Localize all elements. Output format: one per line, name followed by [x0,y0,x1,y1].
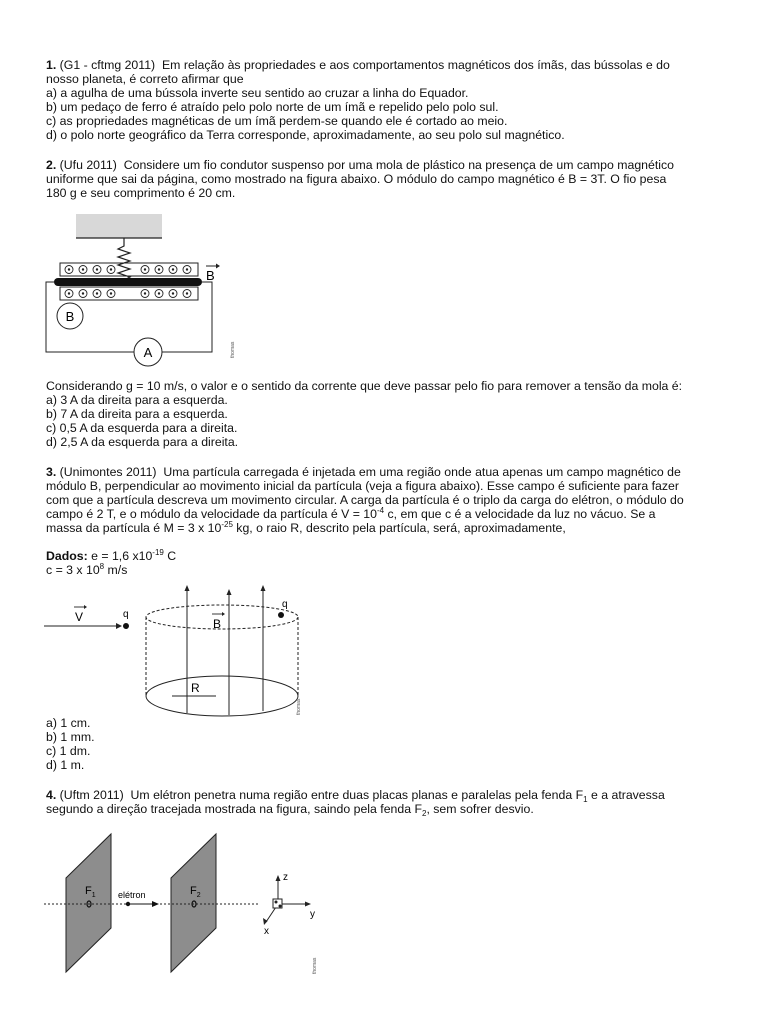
q2-after-text: Considerando g = 10 m/s, o valor e o sentido da corrente que deve passar pelo fio para remover a tensão da mola é: [46,379,683,393]
q2-stem-line1: 2. (Ufu 2011) Considere um fio condutor suspenso por uma mola de plástico na presença de um campo magnético [46,158,674,172]
q3-option-d: d) 1 m. [46,758,85,772]
q4-stem-line2: segundo a direção tracejada mostrada na figura, saindo pela fenda $F_2$, sem sofrer desvio. [46,802,534,818]
q3-data-c: c = 3 x $10^8$ m/s [46,562,128,577]
axis-z-label: z [283,872,288,883]
field-out-dot [96,292,98,294]
radius-label: R [191,681,200,695]
q1-option-c: c) as propriedades magnéticas de um ímã perdem-se quando ele é cortado ao meio. [46,114,508,128]
field-out-dot [186,268,188,270]
particle-q2 [278,612,284,618]
field-out-dot [144,292,146,294]
q3-data-e: Dados: e = 1,6 $x10^{-19}$ C [46,548,177,563]
q1-option-a: a) a agulha de uma bússola inverte seu sentido ao cruzar a linha do Equador. [46,86,469,100]
q2-stem-line2: uniforme que sai da página, como mostrado na figura abaixo. O módulo do campo magnético é B = 3T. O fio pesa [46,172,667,186]
q4-stem-line1: 4. (Uftm 2011) Um elétron penetra numa região entre duas placas planas e paralelas pela fenda $F_1$ e a atravessa [46,788,665,804]
q3-stem-line2: módulo B, perpendicular ao movimento inicial da partícula (veja a figura abaixo). Esse campo é suficiente para fazer [46,479,679,493]
field-out-dot [96,268,98,270]
q2-option-d: d) 2,5 A da esquerda para a direita. [46,435,239,449]
particle-q1 [123,623,129,629]
ceiling-support [76,214,162,238]
particle-q2-label: q [282,599,288,610]
plate-f1 [66,834,111,972]
field-out-dot [186,292,188,294]
field-out-dot [82,292,84,294]
axis-y-label: y [310,909,315,920]
circular-path [146,676,298,716]
plate-f2 [171,834,216,972]
slit-f1-label: $F_1$ [85,885,96,899]
electron-label: elétron [118,890,146,900]
q2-circuit-figure [40,208,240,368]
spring [118,238,130,284]
figure-watermark: thomas [312,957,318,974]
conductor-wire [54,278,202,286]
q1-option-d: d) o polo norte geográfico da Terra corresponde, aproximadamente, ao seu polo sul magnético. [46,128,565,142]
q3-stem-line3: com que a partícula descreva um movimento circular. A carga da partícula é o triplo da carga do elétron, o módulo do [46,493,684,507]
q4-plates-figure [40,826,340,986]
field-out-dot [110,292,112,294]
velocity-label: V [75,610,84,624]
field-out-dot [158,268,160,270]
figure-watermark: thomas [296,698,302,715]
field-out-dot [172,268,174,270]
figure-watermark: thomas [230,341,236,358]
particle-q1-label: q [123,609,129,620]
electron-dot [126,902,130,906]
q2-option-b: b) 7 A da direita para a esquerda. [46,407,228,421]
b-label: B [213,617,222,631]
ammeter-label: A [143,345,153,360]
field-out-dot [82,268,84,270]
field-out-dot [172,292,174,294]
axis-x-label: x [264,926,269,937]
q3-stem-line4: campo é 2 T, e o módulo da velocidade da partícula é $V = 10^{-4}$ c, em que c é a velocidade da luz no vácuo. Se a [46,506,656,521]
electron-arrow [152,901,159,907]
battery-label: B [65,309,75,324]
q1-stem-line2: nosso planeta, é correto afirmar que [46,72,244,86]
q3-stem-line5: massa da partícula é M = 3 x $10^{-25}$ kg, o raio R, descrito pela partícula, será, aproximadamente, [46,520,566,535]
q3-option-a: a) 1 cm. [46,716,91,730]
field-out-dot [144,268,146,270]
q1-option-b: b) um pedaço de ferro é atraído pelo polo norte de um ímã e repelido pelo polo sul. [46,100,499,114]
field-out-dot [68,268,70,270]
q3-option-b: b) 1 mm. [46,730,95,744]
q3-option-c: c) 1 dm. [46,744,91,758]
field-out-dot [68,292,70,294]
q1-stem-line1: 1. (G1 - cftmg 2011) Em relação às propriedades e aos comportamentos magnéticos dos ímãs, das bússolas e do [46,58,670,72]
q3-magnetic-field-figure [40,585,310,720]
q2-stem-line3: 180 g e seu comprimento é 20 cm. [46,186,236,200]
field-out-dot [110,268,112,270]
field-out-dot [158,292,160,294]
q3-stem-line1: 3. (Unimontes 2011) Uma partícula carregada é injetada em uma região onde atua apenas um campo magnético de [46,465,681,479]
b-field-label: B [206,268,215,283]
q2-option-a: a) 3 A da direita para a esquerda. [46,393,228,407]
slit-f2-label: $F_2$ [190,885,201,899]
q2-option-c: c) 0,5 A da esquerda para a direita. [46,421,238,435]
